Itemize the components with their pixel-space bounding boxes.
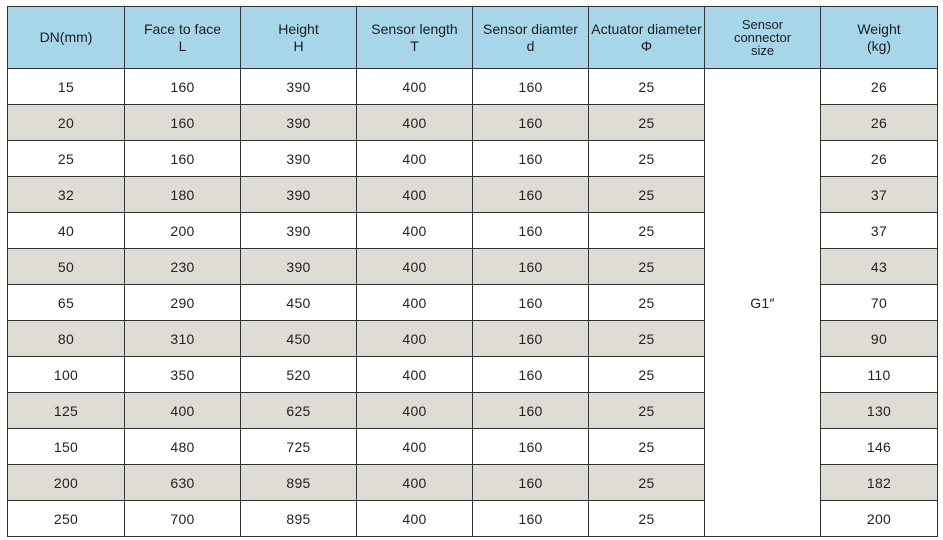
sensor-length-cell: 400 — [357, 321, 473, 357]
weight-cell: 37 — [821, 213, 938, 249]
header-sensor-diameter-symbol: d — [526, 37, 535, 54]
height-cell: 390 — [241, 177, 357, 213]
header-sensor-length-symbol: T — [410, 37, 419, 54]
actuator-diameter-cell: 25 — [589, 141, 705, 177]
face-to-face-cell: 230 — [125, 249, 241, 285]
dn-cell: 200 — [8, 465, 125, 501]
dn-cell: 65 — [8, 285, 125, 321]
dn-cell: 250 — [8, 501, 125, 537]
sensor-length-cell: 400 — [357, 357, 473, 393]
sensor-length-cell: 400 — [357, 105, 473, 141]
sensor-length-cell: 400 — [357, 393, 473, 429]
face-to-face-cell: 630 — [125, 465, 241, 501]
weight-cell: 43 — [821, 249, 938, 285]
dn-cell: 80 — [8, 321, 125, 357]
sensor-length-cell: 400 — [357, 465, 473, 501]
sensor-connector-size-cell: G1″ — [705, 69, 821, 537]
sensor-diameter-cell: 160 — [473, 429, 589, 465]
height-cell: 625 — [241, 393, 357, 429]
height-cell: 390 — [241, 105, 357, 141]
face-to-face-cell: 350 — [125, 357, 241, 393]
actuator-diameter-cell: 25 — [589, 321, 705, 357]
sensor-length-cell: 400 — [357, 141, 473, 177]
actuator-diameter-cell: 25 — [589, 501, 705, 537]
weight-cell: 146 — [821, 429, 938, 465]
actuator-diameter-cell: 25 — [589, 393, 705, 429]
dn-cell: 50 — [8, 249, 125, 285]
sensor-diameter-cell: 160 — [473, 393, 589, 429]
specification-table — [7, 6, 938, 537]
weight-cell: 37 — [821, 177, 938, 213]
dn-cell: 20 — [8, 105, 125, 141]
weight-cell: 90 — [821, 321, 938, 357]
header-face-to-face-symbol: L — [178, 37, 187, 54]
header-weight-label: Weight — [857, 20, 901, 37]
sensor-diameter-cell: 160 — [473, 177, 589, 213]
sensor-length-cell: 400 — [357, 177, 473, 213]
dn-cell: 100 — [8, 357, 125, 393]
face-to-face-cell: 290 — [125, 285, 241, 321]
sensor-length-cell: 400 — [357, 285, 473, 321]
weight-cell: 70 — [821, 285, 938, 321]
sensor-diameter-cell: 160 — [473, 465, 589, 501]
face-to-face-cell: 160 — [125, 69, 241, 105]
weight-cell: 26 — [821, 105, 938, 141]
height-cell: 390 — [241, 69, 357, 105]
face-to-face-cell: 200 — [125, 213, 241, 249]
header-height-symbol: H — [293, 37, 304, 54]
header-sensor-length — [357, 7, 473, 69]
height-cell: 895 — [241, 465, 357, 501]
face-to-face-cell: 700 — [125, 501, 241, 537]
sensor-diameter-cell: 160 — [473, 501, 589, 537]
header-dn — [8, 7, 125, 69]
header-sensor-connector-line3: size — [750, 43, 775, 58]
actuator-diameter-cell: 25 — [589, 465, 705, 501]
header-actuator-diameter-label: Actuator diameter — [591, 20, 702, 37]
actuator-diameter-cell: 25 — [589, 69, 705, 105]
weight-cell: 182 — [821, 465, 938, 501]
header-sensor-connector-line1: Sensor — [741, 17, 784, 32]
weight-cell: 200 — [821, 501, 938, 537]
face-to-face-cell: 180 — [125, 177, 241, 213]
dn-cell: 150 — [8, 429, 125, 465]
height-cell: 390 — [241, 249, 357, 285]
header-weight-unit: (kg) — [866, 37, 892, 54]
table-body — [8, 69, 938, 537]
sensor-length-cell: 400 — [357, 501, 473, 537]
face-to-face-cell: 480 — [125, 429, 241, 465]
sensor-diameter-cell: 160 — [473, 105, 589, 141]
table-row — [8, 69, 938, 105]
sensor-diameter-cell: 160 — [473, 213, 589, 249]
sensor-length-cell: 400 — [357, 249, 473, 285]
height-cell: 390 — [241, 213, 357, 249]
header-sensor-length-label: Sensor length — [371, 20, 458, 37]
dn-cell: 40 — [8, 213, 125, 249]
face-to-face-cell: 400 — [125, 393, 241, 429]
header-sensor-connector-line2: connector — [733, 30, 792, 45]
dn-cell: 15 — [8, 69, 125, 105]
header-sensor-diameter — [473, 7, 589, 69]
weight-cell: 130 — [821, 393, 938, 429]
actuator-diameter-cell: 25 — [589, 213, 705, 249]
header-actuator-diameter — [589, 7, 705, 69]
dn-cell: 25 — [8, 141, 125, 177]
sensor-diameter-cell: 160 — [473, 321, 589, 357]
face-to-face-cell: 310 — [125, 321, 241, 357]
header-row — [8, 7, 938, 69]
header-height-label: Height — [278, 20, 319, 37]
header-dn-label: DN(mm) — [39, 29, 93, 45]
sensor-length-cell: 400 — [357, 213, 473, 249]
actuator-diameter-cell: 25 — [589, 285, 705, 321]
sensor-diameter-cell: 160 — [473, 357, 589, 393]
header-face-to-face-label: Face to face — [143, 20, 222, 37]
height-cell: 725 — [241, 429, 357, 465]
actuator-diameter-cell: 25 — [589, 249, 705, 285]
header-weight — [821, 7, 938, 69]
sensor-diameter-cell: 160 — [473, 69, 589, 105]
header-sensor-diameter-label: Sensor diamter — [483, 20, 578, 37]
header-actuator-diameter-symbol: Φ — [640, 37, 653, 54]
sensor-diameter-cell: 160 — [473, 141, 589, 177]
sensor-length-cell: 400 — [357, 429, 473, 465]
sensor-diameter-cell: 160 — [473, 285, 589, 321]
actuator-diameter-cell: 25 — [589, 357, 705, 393]
sensor-diameter-cell: 160 — [473, 249, 589, 285]
sensor-length-cell: 400 — [357, 69, 473, 105]
dn-cell: 32 — [8, 177, 125, 213]
actuator-diameter-cell: 25 — [589, 429, 705, 465]
weight-cell: 26 — [821, 69, 938, 105]
height-cell: 895 — [241, 501, 357, 537]
height-cell: 450 — [241, 285, 357, 321]
height-cell: 390 — [241, 141, 357, 177]
actuator-diameter-cell: 25 — [589, 177, 705, 213]
header-face-to-face — [125, 7, 241, 69]
face-to-face-cell: 160 — [125, 105, 241, 141]
face-to-face-cell: 160 — [125, 141, 241, 177]
dn-cell: 125 — [8, 393, 125, 429]
height-cell: 520 — [241, 357, 357, 393]
header-height — [241, 7, 357, 69]
height-cell: 450 — [241, 321, 357, 357]
actuator-diameter-cell: 25 — [589, 105, 705, 141]
weight-cell: 110 — [821, 357, 938, 393]
weight-cell: 26 — [821, 141, 938, 177]
header-sensor-connector-size — [705, 7, 821, 69]
